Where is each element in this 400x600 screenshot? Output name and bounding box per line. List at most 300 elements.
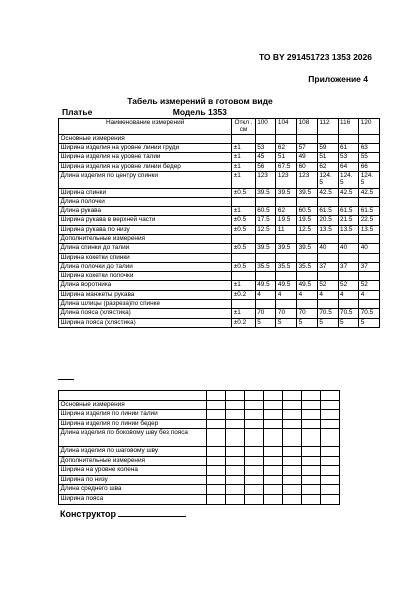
table-row [59, 456, 340, 466]
empty-cell [245, 419, 264, 429]
empty-cell [283, 400, 302, 410]
size-value-cell: 19.5 [276, 216, 297, 225]
size-value-cell: 61.5 [338, 207, 359, 216]
empty-cell [226, 400, 245, 410]
size-value-cell: 5 [317, 318, 338, 327]
size-value-cell [338, 253, 359, 262]
empty-cell [264, 485, 283, 495]
table-row [59, 153, 380, 162]
empty-cell [207, 429, 226, 447]
tolerance-cell: ±0.5 [232, 216, 255, 225]
empty-cell [226, 419, 245, 429]
size-value-cell [317, 272, 338, 281]
size-value-cell: 39.5 [297, 188, 318, 197]
size-value-cell: 4 [276, 290, 297, 299]
empty-cell [283, 391, 302, 401]
measurement-name: Ширина пояса (хлястика) [59, 318, 232, 327]
empty-cell [226, 456, 245, 466]
size-value-cell: 51 [317, 153, 338, 162]
tolerance-cell: ±0.5 [232, 244, 255, 253]
tolerance-cell: ±1 [232, 207, 255, 216]
empty-cell [321, 419, 340, 429]
measurement-name: Ширина по низу [59, 475, 207, 485]
table-row [59, 225, 380, 234]
size-value-cell [317, 253, 338, 262]
separator-dash [58, 379, 74, 380]
table-row [59, 485, 340, 495]
empty-cell [207, 475, 226, 485]
signature-line [118, 509, 186, 517]
size-value-cell: 61.5 [317, 207, 338, 216]
size-value-cell: 13.5 [338, 225, 359, 234]
measurement-name: Дополнительные измерения [59, 456, 207, 466]
empty-cell [321, 494, 340, 504]
size-value-cell [255, 253, 276, 262]
empty-cell [321, 485, 340, 495]
header-size: 108 [297, 119, 318, 135]
tolerance-cell [232, 272, 255, 281]
table-row [59, 429, 340, 447]
table-row [59, 410, 340, 420]
tolerance-cell: ±1 [232, 144, 255, 153]
size-value-cell [297, 134, 318, 143]
table-row [59, 162, 380, 171]
size-value-cell [359, 253, 380, 262]
size-value-cell: 5 [338, 318, 359, 327]
size-value-cell: 62 [276, 144, 297, 153]
table-row [59, 216, 380, 225]
empty-cell [245, 429, 264, 447]
table-row [59, 144, 380, 153]
size-value-cell: 70 [276, 309, 297, 318]
size-value-cell: 123 [276, 172, 297, 189]
size-value-cell: 4 [297, 290, 318, 299]
size-value-cell [276, 253, 297, 262]
empty-cell [207, 466, 226, 476]
size-value-cell [276, 272, 297, 281]
size-value-cell [297, 234, 318, 243]
measurement-name: Длина рукава [59, 207, 232, 216]
measurement-name: Ширина кокетки полочки [59, 272, 232, 281]
size-value-cell: 49 [297, 153, 318, 162]
tolerance-cell [232, 253, 255, 262]
table-row [59, 281, 380, 290]
size-value-cell [338, 197, 359, 206]
product-line [62, 107, 227, 117]
measurement-name: Ширина спинки [59, 188, 232, 197]
empty-cell [283, 410, 302, 420]
empty-cell [264, 410, 283, 420]
size-value-cell: 70.5 [317, 309, 338, 318]
empty-cell [226, 429, 245, 447]
size-value-cell: 39.5 [297, 244, 318, 253]
measurement-name: Ширина рукава по низу [59, 225, 232, 234]
size-value-cell: 124. 5 [359, 172, 380, 189]
empty-cell [321, 475, 340, 485]
measurement-name: Длина среднего шва [59, 485, 207, 495]
empty-cell [283, 456, 302, 466]
empty-cell [283, 429, 302, 447]
size-value-cell: 22.5 [359, 216, 380, 225]
empty-cell [226, 475, 245, 485]
size-value-cell [338, 234, 359, 243]
size-value-cell: 40 [359, 244, 380, 253]
empty-cell [207, 400, 226, 410]
tolerance-cell [232, 197, 255, 206]
empty-cell [245, 494, 264, 504]
size-value-cell [338, 134, 359, 143]
size-value-cell: 12.5 [255, 225, 276, 234]
empty-cell [321, 400, 340, 410]
empty-cell [245, 400, 264, 410]
table-row [59, 475, 340, 485]
tolerance-cell: ±0.5 [232, 188, 255, 197]
size-value-cell: 39.5 [276, 188, 297, 197]
constructor-signature [60, 509, 186, 519]
size-value-cell [317, 300, 338, 309]
size-value-cell: 49.5 [276, 281, 297, 290]
size-value-cell: 11 [276, 225, 297, 234]
blank-table-body [59, 391, 340, 505]
tolerance-cell: ±1 [232, 309, 255, 318]
size-value-cell: 45 [255, 153, 276, 162]
empty-cell [283, 485, 302, 495]
size-value-cell: 35.5 [297, 262, 318, 271]
measurement-name [59, 391, 207, 401]
size-value-cell [297, 253, 318, 262]
measurement-name: Ширина рукава в верхней части [59, 216, 232, 225]
tolerance-cell: ±0.2 [232, 290, 255, 299]
size-value-cell: 17.5 [255, 216, 276, 225]
size-value-cell: 60 [297, 162, 318, 171]
measurement-name: Ширина изделия по линии бедер [59, 419, 207, 429]
size-value-cell: 5 [297, 318, 318, 327]
size-value-cell [359, 197, 380, 206]
empty-cell [264, 494, 283, 504]
measurement-name: Ширина манжеты рукава [59, 290, 232, 299]
tolerance-cell: ±1 [232, 162, 255, 171]
size-value-cell: 70 [255, 309, 276, 318]
header-size: 116 [338, 119, 359, 135]
size-value-cell [255, 234, 276, 243]
size-value-cell: 42.5 [317, 188, 338, 197]
measurement-name: Дополнительные измерения [59, 234, 232, 243]
empty-cell [321, 410, 340, 420]
empty-cell [302, 446, 321, 456]
size-value-cell [297, 272, 318, 281]
measurement-name: Длина полочки до талии [59, 262, 232, 271]
size-value-cell: 59 [317, 144, 338, 153]
empty-cell [264, 456, 283, 466]
document-reference: ТО BY 291451723 1353 2026 [258, 52, 372, 62]
size-value-cell: 70.5 [359, 309, 380, 318]
size-value-cell: 52 [338, 281, 359, 290]
size-value-cell: 4 [359, 290, 380, 299]
empty-cell [302, 456, 321, 466]
size-value-cell: 5 [255, 318, 276, 327]
table-row [59, 272, 380, 281]
size-value-cell: 55 [359, 153, 380, 162]
size-value-cell: 4 [317, 290, 338, 299]
empty-cell [264, 429, 283, 447]
size-value-cell [359, 272, 380, 281]
size-value-cell: 67.5 [276, 162, 297, 171]
empty-cell [302, 466, 321, 476]
table-row [59, 244, 380, 253]
table-row [59, 466, 340, 476]
size-value-cell [255, 197, 276, 206]
table-row [59, 309, 380, 318]
table-row [59, 419, 340, 429]
size-value-cell: 61 [338, 144, 359, 153]
measurement-name: Ширина изделия по линии талии [59, 410, 207, 420]
tolerance-cell: ±0.2 [232, 318, 255, 327]
measurement-name: Ширина пояса [59, 494, 207, 504]
empty-cell [207, 446, 226, 456]
size-value-cell: 42.5 [359, 188, 380, 197]
table-row [59, 253, 380, 262]
size-value-cell: 63 [359, 144, 380, 153]
measurement-name: Основные измерения [59, 400, 207, 410]
empty-cell [226, 410, 245, 420]
empty-cell [207, 419, 226, 429]
size-value-cell: 60.5 [297, 207, 318, 216]
empty-cell [207, 485, 226, 495]
measurement-name: Ширина на уровне колена [59, 466, 207, 476]
empty-cell [302, 494, 321, 504]
measurement-name: Длина изделия по шаговому шву [59, 446, 207, 456]
size-value-cell [338, 300, 359, 309]
measurement-name: Длина изделия по центру спинки [59, 172, 232, 189]
size-value-cell: 57 [297, 144, 318, 153]
table-row [59, 134, 380, 143]
table-row [59, 207, 380, 216]
empty-cell [226, 485, 245, 495]
table-row [59, 172, 380, 189]
tolerance-cell: ±1 [232, 281, 255, 290]
size-value-cell: 39.5 [255, 244, 276, 253]
size-value-cell: 60.5 [255, 207, 276, 216]
empty-cell [245, 475, 264, 485]
empty-cell [226, 466, 245, 476]
size-value-cell [359, 300, 380, 309]
size-value-cell [297, 197, 318, 206]
empty-cell [207, 410, 226, 420]
table-row [59, 234, 380, 243]
empty-cell [321, 466, 340, 476]
size-value-cell [317, 197, 338, 206]
size-value-cell: 52 [359, 281, 380, 290]
size-value-cell [359, 134, 380, 143]
size-value-cell [276, 197, 297, 206]
size-value-cell: 51 [276, 153, 297, 162]
size-value-cell: 5 [276, 318, 297, 327]
tolerance-cell: ±0.5 [232, 225, 255, 234]
size-value-cell: 21.5 [338, 216, 359, 225]
size-value-cell: 62 [317, 162, 338, 171]
header-measurement-name: Наименование измерений [59, 119, 232, 135]
header-size: 100 [255, 119, 276, 135]
size-value-cell: 123 [255, 172, 276, 189]
empty-cell [245, 466, 264, 476]
empty-cell [283, 475, 302, 485]
table-row [59, 188, 380, 197]
size-value-cell: 40 [338, 244, 359, 253]
empty-cell [302, 419, 321, 429]
tolerance-cell [232, 300, 255, 309]
size-value-cell: 20.5 [317, 216, 338, 225]
measurements-table-body [59, 134, 380, 327]
size-value-cell: 124. 5 [338, 172, 359, 189]
empty-cell [302, 410, 321, 420]
tolerance-cell: ±1 [232, 153, 255, 162]
size-value-cell: 53 [338, 153, 359, 162]
size-value-cell: 61.5 [359, 207, 380, 216]
empty-cell [302, 429, 321, 447]
size-value-cell: 39.5 [276, 244, 297, 253]
size-value-cell: 4 [255, 290, 276, 299]
blank-measurements-table [58, 390, 340, 505]
size-value-cell: 123 [297, 172, 318, 189]
measurement-name: Основные измерения [59, 134, 232, 143]
header-size: 104 [276, 119, 297, 135]
empty-cell [245, 410, 264, 420]
empty-cell [226, 446, 245, 456]
size-value-cell: 39.5 [255, 188, 276, 197]
measurement-name: Ширина изделия на уровне талии [59, 153, 232, 162]
size-value-cell: 62 [276, 207, 297, 216]
empty-cell [245, 456, 264, 466]
measurement-name: Длина пояса (хлястика) [59, 309, 232, 318]
size-value-cell: 53 [255, 144, 276, 153]
empty-cell [245, 485, 264, 495]
table-row [59, 262, 380, 271]
measurement-name: Длина воротника [59, 281, 232, 290]
size-value-cell: 56 [255, 162, 276, 171]
size-value-cell: 35.5 [255, 262, 276, 271]
table-row [59, 391, 340, 401]
size-value-cell: 13.5 [317, 225, 338, 234]
tolerance-cell [232, 234, 255, 243]
table-row [59, 400, 340, 410]
empty-cell [302, 475, 321, 485]
size-value-cell: 70 [297, 309, 318, 318]
tolerance-cell: ±1 [232, 172, 255, 189]
empty-cell [302, 391, 321, 401]
empty-cell [264, 475, 283, 485]
size-value-cell [276, 300, 297, 309]
empty-cell [321, 391, 340, 401]
size-value-cell: 4 [338, 290, 359, 299]
empty-cell [226, 494, 245, 504]
size-value-cell [276, 234, 297, 243]
constructor-label: Конструктор [60, 509, 117, 519]
size-value-cell: 52 [317, 281, 338, 290]
size-value-cell [255, 134, 276, 143]
table-row [59, 494, 340, 504]
header-tolerance: Откл . см [232, 119, 255, 135]
table-row [59, 318, 380, 327]
empty-cell [226, 391, 245, 401]
empty-cell [283, 466, 302, 476]
size-value-cell [317, 134, 338, 143]
empty-cell [264, 466, 283, 476]
measurement-name: Длина спинки до талии [59, 244, 232, 253]
measurement-name: Длина шлицы (разреза)по спинке [59, 300, 232, 309]
empty-cell [264, 419, 283, 429]
empty-cell [283, 419, 302, 429]
measurement-name: Длина изделия по боковому шву без пояса [59, 429, 207, 447]
empty-cell [283, 494, 302, 504]
model-number: Модель 1353 [172, 107, 227, 117]
size-value-cell: 70.5 [338, 309, 359, 318]
empty-cell [321, 446, 340, 456]
empty-cell [302, 485, 321, 495]
empty-cell [302, 400, 321, 410]
size-value-cell: 37 [338, 262, 359, 271]
empty-cell [245, 446, 264, 456]
size-value-cell [359, 234, 380, 243]
empty-cell [321, 429, 340, 447]
size-value-cell: 35.5 [276, 262, 297, 271]
tolerance-cell [232, 134, 255, 143]
empty-cell [207, 494, 226, 504]
measurement-name: Длина полочки [59, 197, 232, 206]
size-value-cell: 37 [317, 262, 338, 271]
table-row [59, 290, 380, 299]
size-value-cell [297, 300, 318, 309]
table-row [59, 446, 340, 456]
size-value-cell: 66 [359, 162, 380, 171]
size-value-cell: 42.5 [338, 188, 359, 197]
measurement-name: Ширина кокетки спинки [59, 253, 232, 262]
size-value-cell: 124. 5 [317, 172, 338, 189]
table-row [59, 300, 380, 309]
empty-cell [264, 391, 283, 401]
empty-cell [245, 391, 264, 401]
size-value-cell: 12.5 [297, 225, 318, 234]
empty-cell [207, 456, 226, 466]
size-value-cell: 64 [338, 162, 359, 171]
size-value-cell [317, 234, 338, 243]
size-value-cell [338, 272, 359, 281]
measurements-table [58, 118, 380, 328]
measurement-name: Ширина изделия на уровне линии груди [59, 144, 232, 153]
header-size: 120 [359, 119, 380, 135]
size-value-cell [255, 272, 276, 281]
size-value-cell: 19.5 [297, 216, 318, 225]
size-value-cell: 49.5 [297, 281, 318, 290]
tolerance-cell: ±0.5 [232, 262, 255, 271]
header-size: 112 [317, 119, 338, 135]
product-name: Платье [62, 107, 93, 117]
empty-cell [321, 456, 340, 466]
empty-cell [283, 446, 302, 456]
size-value-cell [255, 300, 276, 309]
size-value-cell: 40 [317, 244, 338, 253]
measurement-name: Ширина изделия на уровне линии бедер [59, 162, 232, 171]
size-value-cell: 49.5 [255, 281, 276, 290]
empty-cell [207, 391, 226, 401]
size-value-cell: 13.5 [359, 225, 380, 234]
appendix-label: Приложение 4 [308, 74, 368, 84]
table-row [59, 197, 380, 206]
size-value-cell: 37 [359, 262, 380, 271]
size-value-cell [276, 134, 297, 143]
size-value-cell: 5 [359, 318, 380, 327]
empty-cell [264, 400, 283, 410]
document-title: Табель измерений в готовом виде [127, 96, 273, 106]
